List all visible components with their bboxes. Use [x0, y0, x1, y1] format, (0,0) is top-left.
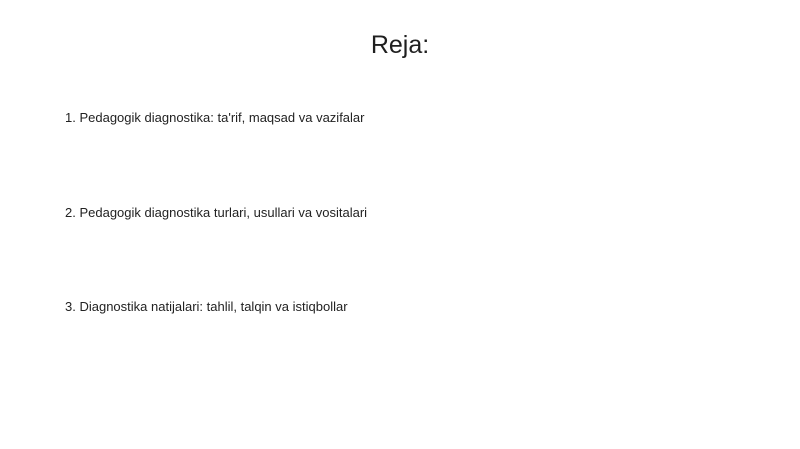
agenda-item-1: 1. Pedagogik diagnostika: ta'rif, maqsad va vazifalar [65, 110, 365, 125]
agenda-item-3: 3. Diagnostika natijalari: tahlil, talqin va istiqbollar [65, 299, 348, 314]
slide-title: Reja: [370, 31, 430, 59]
agenda-item-2: 2. Pedagogik diagnostika turlari, usullari va vositalari [65, 205, 368, 220]
